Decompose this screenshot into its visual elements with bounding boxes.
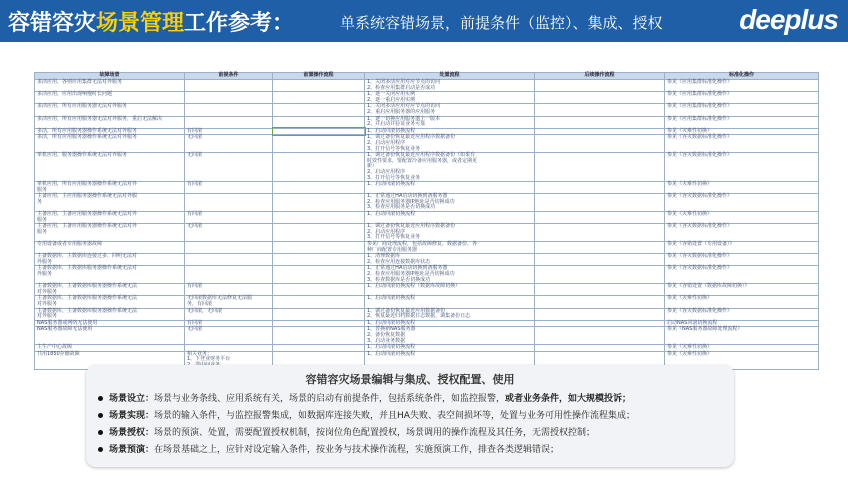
table-cell[interactable] <box>535 320 665 327</box>
table-cell[interactable] <box>535 80 665 92</box>
table-cell[interactable] <box>273 327 365 345</box>
table-cell[interactable] <box>35 135 185 153</box>
bullet-item <box>98 425 595 438</box>
cell-line: 启动NAS回滚切换流程 <box>667 319 718 326</box>
table-cell[interactable] <box>185 212 273 224</box>
cell-line: 参见《容灾数据标准化操作》 <box>667 193 733 200</box>
cell-line: 参见《NAS服务器故障处理流程》 <box>667 326 743 333</box>
cell-line: 多活，所有应用服务器操作系统无法对外服务 <box>37 127 138 134</box>
table-cell[interactable] <box>365 135 535 153</box>
cell-line: 1、逐一关闭应用实例 <box>367 91 416 98</box>
table-cell[interactable] <box>273 212 365 224</box>
table-cell[interactable] <box>35 224 185 242</box>
cell-line: 有回滚 <box>187 319 203 326</box>
cell-line: 1、启动回滚切换流程 <box>367 211 416 218</box>
cell-line: 参见《容错处置（专用设备）》 <box>667 241 735 248</box>
table-row <box>35 296 819 308</box>
table-cell[interactable] <box>273 284 365 296</box>
table-cell[interactable] <box>273 92 365 104</box>
table-cell[interactable] <box>273 320 365 327</box>
cell-line: 外服务 <box>37 271 53 277</box>
table-cell[interactable] <box>535 194 665 212</box>
cell-line: 2、逐一重启应用实例 <box>367 96 416 103</box>
cell-line: 对外服务 <box>37 300 58 307</box>
table-cell[interactable] <box>273 296 365 308</box>
table-row <box>35 212 819 224</box>
table-cell[interactable] <box>185 242 273 254</box>
cell-line: 无回滚，无回滚 <box>187 307 223 314</box>
table-cell[interactable] <box>273 224 365 242</box>
cell-line: 参见《灾难性切换》 <box>667 127 713 134</box>
table-cell[interactable] <box>185 104 273 116</box>
cell-line: 相关业务： <box>187 350 213 357</box>
bullet-text: 场景的预演、处置，需要配置授权机制，按岗位角色配置授权，场景调用的操作流程及其任务，无需授权控制； <box>154 428 596 438</box>
cell-line: 1、关闭多活应用对应节点的访问 <box>367 79 441 85</box>
cell-line: 有回滚 <box>187 181 203 188</box>
cell-line: 2、检查应用连接数据库状态 <box>367 258 431 265</box>
table-cell[interactable] <box>665 224 819 242</box>
page-title <box>8 6 294 37</box>
table-row <box>35 308 819 320</box>
table-row <box>35 104 819 116</box>
cell-line: 主备数据库，主数据库连接过多，回明无法对 <box>37 253 138 260</box>
table-row <box>35 242 819 254</box>
cell-line: 1、调过备份恢复最近应用程序数据备份 <box>367 134 456 141</box>
table-cell[interactable] <box>273 194 365 212</box>
cell-line: 参见《灾难性切换》 <box>667 295 713 302</box>
table-cell[interactable] <box>365 224 535 242</box>
cell-line: 专用设备或者专用服务器故障 <box>37 241 103 248</box>
table-cell[interactable] <box>535 153 665 182</box>
cell-line: 多活应用，各则应用集群无法对外服务 <box>37 79 123 85</box>
cell-line: 多活应用，所有应用服务器无法对外服务，重启无法解决 <box>37 115 163 122</box>
cell-line: NAS服务器或网络无法使用 <box>37 319 98 326</box>
table-cell[interactable] <box>535 212 665 224</box>
table-row <box>35 182 819 194</box>
bullet-dot-icon <box>98 413 103 418</box>
table-cell[interactable] <box>35 327 185 345</box>
table-cell[interactable] <box>185 254 273 266</box>
cell-line: 1、启动回滚切换流程 <box>367 127 416 134</box>
table-body <box>35 80 819 370</box>
cell-line: 参见《应用集群标准化操作》 <box>667 79 733 85</box>
cell-line: 参见《容灾数据标准化操作》 <box>667 152 733 159</box>
title-highlight: 场景管理 <box>96 11 185 36</box>
table-cell[interactable] <box>185 194 273 212</box>
cell-line: 2、启动应用程序 <box>367 228 406 235</box>
table-cell[interactable] <box>365 194 535 212</box>
table-cell[interactable] <box>665 327 819 345</box>
table-row <box>35 153 819 182</box>
table-row <box>35 327 819 345</box>
cell-line: 1、正常通过HA启动切换到备服务器 <box>367 193 448 200</box>
table-cell[interactable] <box>365 327 535 345</box>
col-header: 后续操作流程 <box>535 73 665 80</box>
table-cell[interactable] <box>273 308 365 320</box>
table-cell[interactable] <box>365 266 535 284</box>
header-banner <box>0 0 848 42</box>
cell-line: 1、调过备份恢复最近应用数据备份 <box>367 307 446 314</box>
bullet-term: 场景授权： <box>109 428 155 438</box>
table-cell[interactable] <box>665 182 819 194</box>
cell-line: 外服务 <box>37 258 53 265</box>
cell-line: 2、并启动并验证业务可靠 <box>367 121 426 128</box>
cell-line: 新） <box>367 163 378 170</box>
bullet-term: 场景设立： <box>109 394 155 404</box>
cell-line: 主备数据库，主备数据库服务器操作系统无法 <box>37 295 138 302</box>
cell-line: 无回滚 <box>187 134 203 141</box>
table-cell[interactable] <box>273 153 365 182</box>
table-cell[interactable] <box>35 308 185 320</box>
col-header: 故障场景 <box>35 73 185 80</box>
deeplus-logo: deeplus <box>739 4 838 35</box>
table-cell[interactable] <box>535 104 665 116</box>
cell-line: 参见《应用集群标准化操作》 <box>667 115 733 122</box>
scenario-table-container <box>34 72 818 363</box>
cell-line: 参见《容错处置（数据库故障切换）》 <box>667 283 750 290</box>
cell-line: 2、检查应用集群启动是否成功 <box>367 84 436 91</box>
table-cell[interactable] <box>665 153 819 182</box>
table-cell[interactable] <box>185 182 273 194</box>
table-cell[interactable] <box>273 104 365 116</box>
table-cell[interactable] <box>665 104 819 116</box>
table-cell[interactable] <box>35 296 185 308</box>
cell-line: 3、启动业务数据 <box>367 337 406 344</box>
table-cell[interactable] <box>185 224 273 242</box>
table-cell[interactable] <box>273 254 365 266</box>
table-cell[interactable] <box>185 116 273 128</box>
table-cell[interactable] <box>185 80 273 92</box>
bullet-item <box>98 391 631 404</box>
table-cell[interactable] <box>365 296 535 308</box>
table-cell[interactable] <box>273 135 365 153</box>
cell-line: 2、恢复最近归档数据日志数据，调集备份日志 <box>367 313 471 320</box>
table-cell[interactable] <box>665 242 819 254</box>
cell-line: 1、正常通过HA启动切换到备服务器 <box>367 265 448 272</box>
table-cell[interactable] <box>35 80 185 92</box>
table-cell[interactable] <box>535 182 665 194</box>
page-subtitle: 单系统容错场景，前提条件（监控）、集成、授权 <box>340 14 663 32</box>
table-cell[interactable] <box>535 242 665 254</box>
cell-line: 务 <box>37 198 43 205</box>
table-cell[interactable] <box>35 116 185 128</box>
table-cell[interactable] <box>365 242 535 254</box>
table-row <box>35 194 819 212</box>
table-cell[interactable] <box>273 242 365 254</box>
cell-line: 主备应用，主应用服务器操作系统无法对外服 <box>37 193 138 200</box>
table-row <box>35 266 819 284</box>
col-header: 前置操作流程 <box>273 73 365 80</box>
cell-line: 1、调过备份恢复最近应用程序数据备份（如果有 <box>367 152 476 159</box>
table-row <box>35 135 819 153</box>
cell-line: 主备应用，主备应用服务器操作系统无法对外 <box>37 211 138 218</box>
table-cell[interactable] <box>185 296 273 308</box>
table-cell[interactable] <box>665 135 819 153</box>
cell-line: 参见《应用集群标准化操作》 <box>667 103 733 110</box>
bullet-term: 场景预演： <box>109 445 155 455</box>
cell-line: 无回滚 <box>187 152 203 159</box>
table-cell[interactable] <box>365 153 535 182</box>
bullet-term: 场景实现： <box>109 411 155 421</box>
cell-line: 参见《容灾数据标准化操作》 <box>667 134 733 141</box>
table-cell[interactable] <box>535 116 665 128</box>
table-cell[interactable] <box>35 182 185 194</box>
summary-panel <box>86 365 734 467</box>
cell-line: 服务 <box>37 228 48 235</box>
cell-line: 无回滚数据库无法修复无法服 <box>187 295 253 302</box>
table-cell[interactable] <box>365 104 535 116</box>
cell-line: 1、启动回滚切换流程（数据库故障切换） <box>367 283 461 290</box>
bullet-dot-icon <box>98 396 103 401</box>
table-cell[interactable] <box>535 135 665 153</box>
cell-line: 参见《容灾数据标准化操作》 <box>667 265 733 272</box>
cell-line: 1、启动回滚切换流程 <box>367 344 416 351</box>
cell-line: 参见《灾难性切换》 <box>667 181 713 188</box>
table-cell[interactable] <box>365 80 535 92</box>
cell-line: 1、替换新NAS服务器 <box>367 326 416 333</box>
bullet-text: 场景与业务条线、应用系统有关，场景的启动有前提条件，包括系统条件，如监控报警， <box>154 394 506 404</box>
cell-line: 参见《灾难性切换》 <box>667 211 713 218</box>
table-cell[interactable] <box>273 116 365 128</box>
cell-line: 参见《灾难性切换》 <box>667 350 713 357</box>
table-cell[interactable] <box>365 212 535 224</box>
cell-line: 1、调过备份恢复最近应用程序数据备份 <box>367 223 456 230</box>
table-cell[interactable] <box>185 327 273 345</box>
table-cell[interactable] <box>535 327 665 345</box>
table-cell[interactable] <box>185 153 273 182</box>
cell-line: 主备数据库，主备数据库服务器操作系统无法 <box>37 283 138 290</box>
cell-line: 无回滚 <box>187 326 203 333</box>
table-cell[interactable] <box>365 116 535 128</box>
col-header: 前提条件 <box>185 73 273 80</box>
cell-line: 参见《容灾数据标准化操作》 <box>667 307 733 314</box>
table-cell[interactable] <box>665 308 819 320</box>
cell-line: 主生产中心故障 <box>37 344 73 351</box>
cell-line: 1、启动回滚切换流程 <box>367 295 416 302</box>
cell-line: 3、检查应用服务是否切换成功 <box>367 204 436 211</box>
cell-line: 1、启动回滚切换流程 <box>367 319 416 326</box>
panel-title: 容错容灾场景编辑与集成、授权配置、使用 <box>305 373 515 386</box>
table-cell[interactable] <box>535 92 665 104</box>
cell-line: 1、清理数据库 <box>367 253 401 260</box>
table-cell[interactable] <box>535 296 665 308</box>
table-cell[interactable] <box>665 80 819 92</box>
cell-line: 2、备份恢复数据 <box>367 331 406 338</box>
bullet-item <box>98 408 635 421</box>
table-cell[interactable] <box>35 242 185 254</box>
bullet-text: 在场景基础之上，应针对设定输入条件，按业务与技术操作流程，实施预演工作，排查各类逻辑错误； <box>154 445 560 455</box>
cell-line: 3、打开信号等恢复业务 <box>367 145 421 152</box>
cell-line: 共用1850存储故障 <box>37 350 80 357</box>
cell-line: 1、逐一切换应用服务器上一版本 <box>367 115 441 122</box>
cell-line: 多活，所有应用服务器操作系统无法对外服务 <box>37 134 138 141</box>
cell-line: 参见《灾难性切换》 <box>667 344 713 351</box>
cell-line: 2、启动应用程序 <box>367 168 406 175</box>
table-cell[interactable] <box>535 308 665 320</box>
cell-line: 务，有回滚 <box>187 300 213 307</box>
cell-line: 3、打开信号等恢复业务 <box>367 234 421 241</box>
cell-line: 对外服务 <box>37 288 58 295</box>
table-cell[interactable] <box>185 308 273 320</box>
bullet-text: 场景的输入条件，与监控报警集成，如数据库连接失败，并且HA失败、表空间损坏等，处置与业务可用性操作流程集成； <box>154 411 635 421</box>
cell-line: 无回滚 <box>187 223 203 230</box>
cell-line: 参见《容灾数据标准化操作》 <box>667 253 733 260</box>
cell-line: 种厂商配置专用服务器 <box>367 246 418 253</box>
cell-line: 3、检查数据库是否切换成功 <box>367 276 431 283</box>
table-cell[interactable] <box>185 266 273 284</box>
table-cell[interactable] <box>35 194 185 212</box>
cell-line: 参见《容灾数据标准化操作》 <box>667 223 733 230</box>
cell-line: 1、关闭多活应用对应节点的访问 <box>367 103 441 110</box>
cell-line: 服务 <box>37 186 48 193</box>
table-cell[interactable] <box>273 182 365 194</box>
cell-line: 有回滚 <box>187 211 203 218</box>
table-cell[interactable] <box>665 212 819 224</box>
cell-line: 主备数据库，主数据库服务器操作系统无法对 <box>37 265 138 272</box>
cell-line: 有回滚 <box>187 127 203 134</box>
cell-line: 对外服务 <box>37 313 58 320</box>
cell-line: 2、检查应用服务器IP地址是否切换成功 <box>367 198 455 205</box>
cell-line: 单机应用，所有应用服务器操作系统无法对外 <box>37 181 138 188</box>
table-cell[interactable] <box>185 92 273 104</box>
table-cell[interactable] <box>665 266 819 284</box>
table-cell[interactable] <box>535 224 665 242</box>
cell-line: 单机应用，服务器操作系统无法对外服务 <box>37 152 128 159</box>
bullet-strong: 或者业务条件，如大规模投诉； <box>505 394 632 404</box>
table-cell[interactable] <box>535 128 665 135</box>
col-header: 标准化操作 <box>665 73 819 80</box>
table-cell[interactable] <box>35 266 185 284</box>
cell-line: 参见厂商处理流程，包括故障修复、数据备份、各 <box>367 241 478 248</box>
table-row <box>35 116 819 128</box>
scenario-table <box>34 72 819 370</box>
table-cell[interactable] <box>35 212 185 224</box>
table-row <box>35 80 819 92</box>
table-cell[interactable] <box>273 345 365 352</box>
table-cell[interactable] <box>665 296 819 308</box>
cell-line: 主备应用，主备应用服务器操作系统无法对外 <box>37 223 138 230</box>
cell-line: 服务 <box>37 216 48 223</box>
table-cell[interactable] <box>365 182 535 194</box>
table-cell[interactable] <box>35 104 185 116</box>
table-cell[interactable] <box>535 345 665 352</box>
cell-line: 有回滚 <box>187 283 203 290</box>
table-cell[interactable] <box>35 153 185 182</box>
cell-line: 主备数据库，主备数据库服务器操作系统无法 <box>37 307 138 314</box>
table-cell[interactable] <box>665 194 819 212</box>
table-cell[interactable] <box>365 308 535 320</box>
table-cell[interactable] <box>273 80 365 92</box>
table-cell[interactable] <box>535 254 665 266</box>
bullet-item <box>98 442 559 455</box>
table-cell[interactable] <box>273 266 365 284</box>
cell-line: 时效性要求，要配置冷备应用服务器，或者定期更 <box>367 157 478 164</box>
cell-line: 1、启动回滚切换流程 <box>367 350 416 357</box>
table-cell[interactable] <box>535 266 665 284</box>
table-cell[interactable] <box>273 128 365 135</box>
cell-line: 多活应用，所有应用服务器无法对外服务 <box>37 103 128 110</box>
table-row <box>35 224 819 242</box>
table-cell[interactable] <box>185 135 273 153</box>
cell-line: 2、检查应用服务器IP地址是否切换成功 <box>367 271 455 277</box>
bullet-dot-icon <box>98 430 103 435</box>
cell-line: 1、下登业财务平台 <box>187 356 231 363</box>
title-part-a: 容错容灾 <box>8 11 97 36</box>
bullet-dot-icon <box>98 447 103 452</box>
cell-line: 3、打开信号等恢复业务 <box>367 174 421 181</box>
cell-line: 多活应用，应用出现响慢时长问题 <box>37 91 113 98</box>
cell-line: NAS服务器故障无法使用 <box>37 326 93 333</box>
cell-line: 2、启动应用程序 <box>367 139 406 146</box>
table-cell[interactable] <box>535 284 665 296</box>
cell-line: 1、启动回滚切换流程 <box>367 181 416 188</box>
cell-line: 2、重启应用服务器的应用服务 <box>367 108 436 115</box>
table-cell[interactable] <box>665 116 819 128</box>
cell-line: 参见《应用集群标准化操作》 <box>667 91 733 98</box>
col-header: 处置流程 <box>365 73 535 80</box>
title-part-c: 工作参考： <box>184 11 295 36</box>
